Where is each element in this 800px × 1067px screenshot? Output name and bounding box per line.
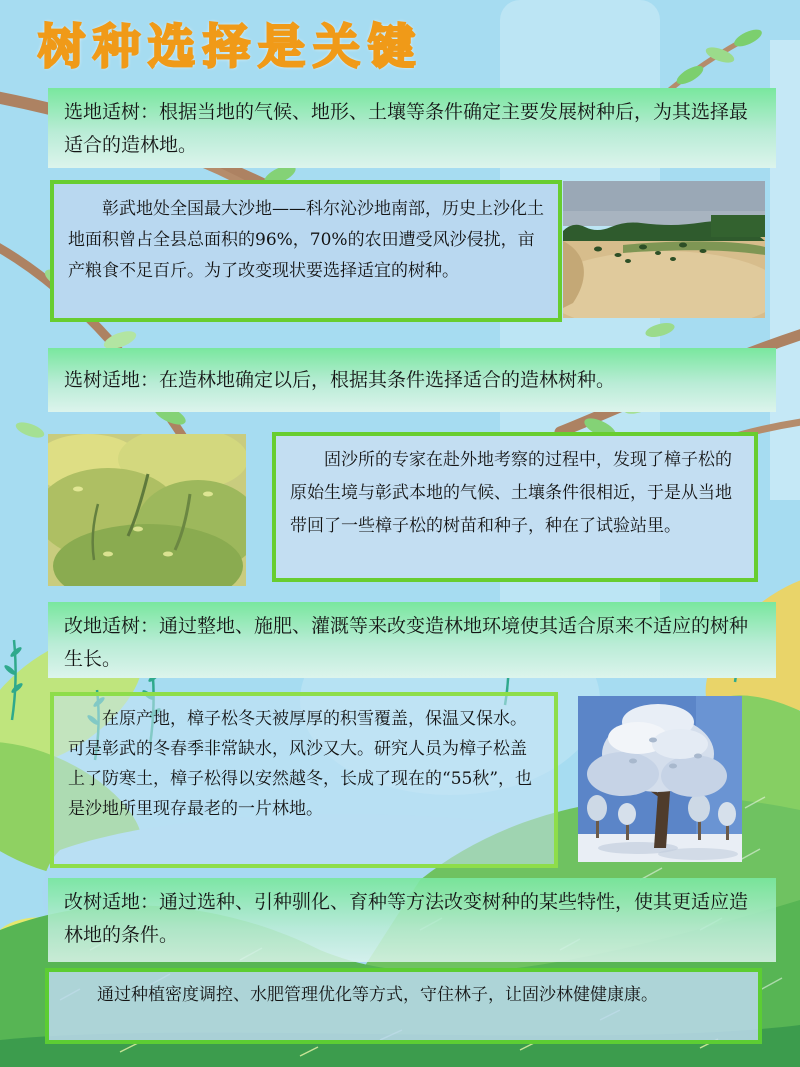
panel-text: 彰武地处全国最大沙地——科尔沁沙地南部，历史上沙化土地面积曾占全县总面积的96%，70%的农田遭受风沙侵扰，亩产粮食不足百斤。为了改变现状要选择适宜的树种。 bbox=[68, 199, 544, 281]
photo-sandy-land bbox=[563, 181, 765, 318]
panel-choose-tree-for-site bbox=[48, 348, 776, 412]
photo-pine-seedlings bbox=[48, 434, 246, 586]
poster-title: 树种选择是关键 bbox=[38, 20, 423, 75]
panel-modify-site-for-tree bbox=[48, 602, 776, 678]
panel-text: 固沙所的专家在赴外地考察的过程中，发现了樟子松的原始生境与彰武本地的气候、土壤条件很相近，于是从当地带回了一些樟子松的树苗和种子，种在了试验站里。 bbox=[290, 450, 732, 536]
panel-guardsand-institute-story bbox=[272, 432, 758, 582]
panel-text: 选地适树：根据当地的气候、地形、土壤等条件确定主要发展树种后，为其选择最适合的造林地。 bbox=[64, 101, 749, 156]
panel-text: 选树适地：在造林地确定以后，根据其条件选择适合的造林树种。 bbox=[64, 368, 616, 391]
panel-winter-protection-story bbox=[50, 692, 558, 868]
panel-text: 通过种植密度调控、水肥管理优化等方式，守住林子，让固沙林健健康康。 bbox=[97, 985, 658, 1005]
panel-text: 改地适树：通过整地、施肥、灌溉等来改变造林地环境使其适合原来不适应的树种生长。 bbox=[64, 615, 749, 670]
photo-snow-covered-pine bbox=[578, 696, 742, 862]
panel-zhangwu-sand-intro bbox=[50, 180, 562, 322]
panel-density-management bbox=[45, 968, 762, 1044]
panel-text: 改树适地：通过选种、引种驯化、育种等方法改变树种的某些特性，使其更适应造林地的条件。 bbox=[64, 891, 749, 946]
panel-text: 在原产地，樟子松冬天被厚厚的积雪覆盖，保温又保水。可是彰武的冬春季非常缺水，风沙又大。研究人员为樟子松盖上了防寒土，樟子松得以安然越冬，长成了现在的“55秋”，也是沙地所里现存最老的一片林地。 bbox=[68, 709, 533, 819]
panel-choose-site-for-tree bbox=[48, 88, 776, 168]
panel-modify-tree-for-site bbox=[48, 878, 776, 962]
